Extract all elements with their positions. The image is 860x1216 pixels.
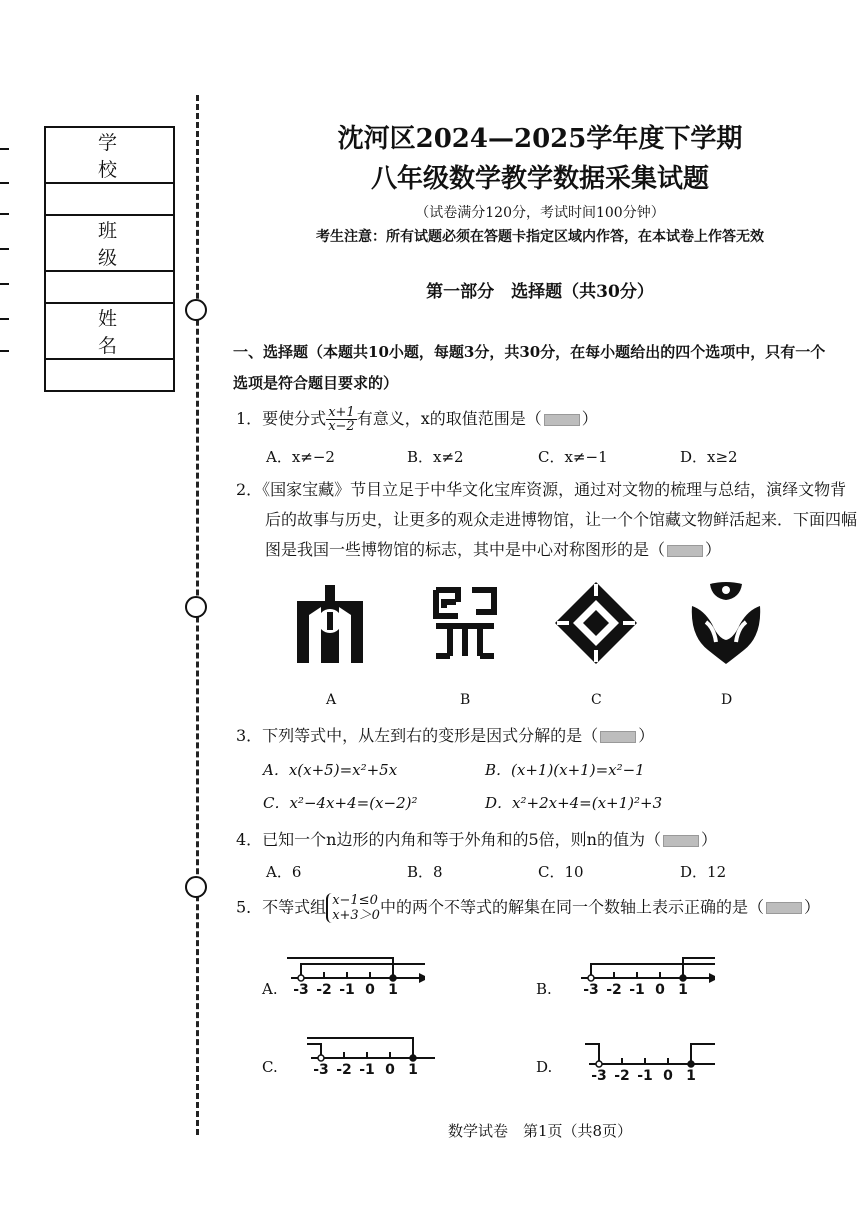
q5-inequality-system	[326, 893, 380, 923]
tick-label: -3	[313, 1062, 329, 1078]
tick-label: 0	[655, 982, 665, 998]
binding-hole	[185, 299, 207, 321]
answer-blank	[663, 835, 699, 847]
logo-c-icon	[553, 580, 639, 666]
logo-b-label: B	[460, 692, 471, 708]
tick-label: -2	[614, 1068, 630, 1084]
closed-point	[680, 975, 686, 981]
question-2-line1: 2．《国家宝藏》节目立足于中华文化宝库资源，通过对文物的梳理与总结，演绎文物背	[236, 480, 847, 499]
axis-arrow-icon	[709, 973, 715, 983]
q1-option-d: D．x≥2	[680, 448, 738, 466]
q1-frac-den: x−2	[328, 419, 355, 434]
q3-text: 3．下列等式中，从左到右的变形是因式分解的是（	[236, 726, 599, 745]
answer-blank	[600, 731, 636, 743]
margin-tick	[0, 248, 9, 250]
q5-prefix: 5．不等式组	[236, 897, 327, 917]
q4-option-b: B．8	[407, 863, 443, 881]
open-point	[298, 975, 304, 981]
open-point	[588, 975, 594, 981]
logo-c-label: C	[591, 692, 602, 708]
question-3	[236, 723, 654, 746]
exam-meta: （试卷满分120分，考试时间100分钟）	[415, 205, 665, 221]
margin-tick	[0, 213, 9, 215]
q5-option-b-label: B.	[536, 980, 552, 998]
tick-label: -2	[606, 982, 622, 998]
question-1	[236, 406, 598, 433]
section-heading-cont: 选项是符合题目要求的）	[233, 374, 399, 392]
binding-hole	[185, 876, 207, 898]
logo-a-label: A	[326, 692, 337, 708]
tick-label: 0	[663, 1068, 673, 1084]
page-footer: 数学试卷 第1页（共8页）	[447, 1122, 633, 1140]
solution-ray	[301, 964, 425, 978]
q3-option-b: B．(x+1)(x+1)=x²−1	[485, 761, 645, 779]
q1-option-c: C．x≠−1	[538, 448, 608, 466]
q1-suffix: 有意义，x的取值范围是（	[356, 409, 542, 428]
answer-blank	[544, 414, 580, 426]
q5-suffix: 中的两个不等式的解集在同一个数轴上表示正确的是（	[379, 897, 764, 917]
question-5	[236, 893, 820, 923]
q5-close: ）	[803, 897, 820, 917]
open-point	[596, 1061, 602, 1067]
solution-ray	[591, 964, 715, 978]
tick-label: 0	[385, 1062, 395, 1078]
exam-notice: 考生注意：所有试题必须在答题卡指定区域内作答，在本试卷上作答无效	[316, 229, 764, 245]
student-info-table	[44, 126, 175, 392]
q5-ineq1: x−1≤0	[332, 893, 378, 908]
q3-option-c: C．x²−4x+4=(x−2)²	[263, 794, 418, 812]
name-field[interactable]	[45, 359, 174, 391]
margin-tick	[0, 318, 9, 320]
margin-tick	[0, 182, 9, 184]
tick-label: -1	[629, 982, 645, 998]
tick-label: -1	[339, 982, 355, 998]
closed-point	[688, 1061, 694, 1067]
q2-line3-text: 图是我国一些博物馆的标志，其中是中心对称图形的是（	[265, 540, 666, 559]
q3-option-a: A．x(x+5)=x²+5x	[263, 761, 398, 779]
tick-label: -3	[591, 1068, 607, 1084]
tick-label: -3	[583, 982, 599, 998]
question-4	[236, 827, 717, 850]
q1-frac-num: x+1	[328, 405, 355, 420]
school-field[interactable]	[45, 183, 174, 215]
margin-tick	[0, 283, 9, 285]
q1-fraction	[326, 406, 357, 433]
q5-option-d-label: D.	[536, 1058, 553, 1076]
closed-point	[390, 975, 396, 981]
tick-label: -2	[336, 1062, 352, 1078]
tick-label: 1	[686, 1068, 696, 1084]
class-label: 班 级	[45, 215, 174, 271]
q1-option-b: B．x≠2	[407, 448, 464, 466]
q5-option-c-label: C.	[262, 1058, 278, 1076]
logo-b-icon	[432, 586, 498, 660]
number-line-d	[575, 1036, 715, 1086]
part-title: 第一部分 选择题（共30分）	[426, 282, 654, 302]
solution-ray	[691, 1044, 715, 1064]
class-field[interactable]	[45, 271, 174, 303]
tick-label: 0	[365, 982, 375, 998]
q3-close: ）	[638, 726, 655, 745]
q1-prefix: 1．要使分式	[236, 409, 327, 428]
answer-blank	[667, 545, 703, 557]
tick-label: 1	[408, 1062, 418, 1078]
q2-close: ）	[705, 540, 722, 559]
open-point	[318, 1055, 324, 1061]
school-label: 学 校	[45, 127, 174, 183]
binding-hole	[185, 596, 207, 618]
q4-option-c: C．10	[538, 863, 584, 881]
q4-option-a: A．6	[266, 863, 302, 881]
tick-label: -1	[637, 1068, 653, 1084]
closed-point	[410, 1055, 416, 1061]
q4-option-d: D．12	[680, 863, 727, 881]
question-2-line3	[265, 537, 721, 560]
q5-ineq2: x+3＞0	[332, 908, 380, 923]
question-2-line2: 后的故事与历史，让更多的观众走进博物馆，让一个个馆藏文物鲜活起来．下面四幅	[265, 510, 858, 529]
number-line-c	[285, 1030, 435, 1080]
q3-option-d: D．x²+2x+4=(x+1)²+3	[485, 794, 663, 812]
q1-close: ）	[581, 409, 598, 428]
number-line-b	[575, 950, 715, 1000]
tick-label: 1	[678, 982, 688, 998]
tick-label: -3	[293, 982, 309, 998]
q1-option-a: A．x≠−2	[266, 448, 335, 466]
section-heading: 一、选择题（本题共10小题，每题3分，共30分，在每小题给出的四个选项中，只有一个	[233, 343, 826, 361]
number-line-a	[285, 950, 425, 1000]
exam-title: 沈河区2024—2025学年度下学期	[337, 124, 743, 154]
q4-text: 4．已知一个n边形的内角和等于外角和的5倍，则n的值为（	[236, 830, 661, 849]
q4-close: ）	[700, 830, 717, 849]
tick-label: -2	[316, 982, 332, 998]
logo-a-icon	[290, 583, 370, 663]
tick-label: 1	[388, 982, 398, 998]
exam-subtitle-title: 八年级数学教学数据采集试题	[370, 164, 709, 194]
logo-d-icon	[690, 580, 762, 666]
logo-d-label: D	[721, 692, 733, 708]
name-label: 姓 名	[45, 303, 174, 359]
axis-arrow-icon	[419, 973, 425, 983]
q5-option-a-label: A.	[262, 980, 278, 998]
tick-label: -1	[359, 1062, 375, 1078]
margin-tick	[0, 350, 9, 352]
margin-tick	[0, 148, 9, 150]
answer-blank	[766, 902, 802, 914]
